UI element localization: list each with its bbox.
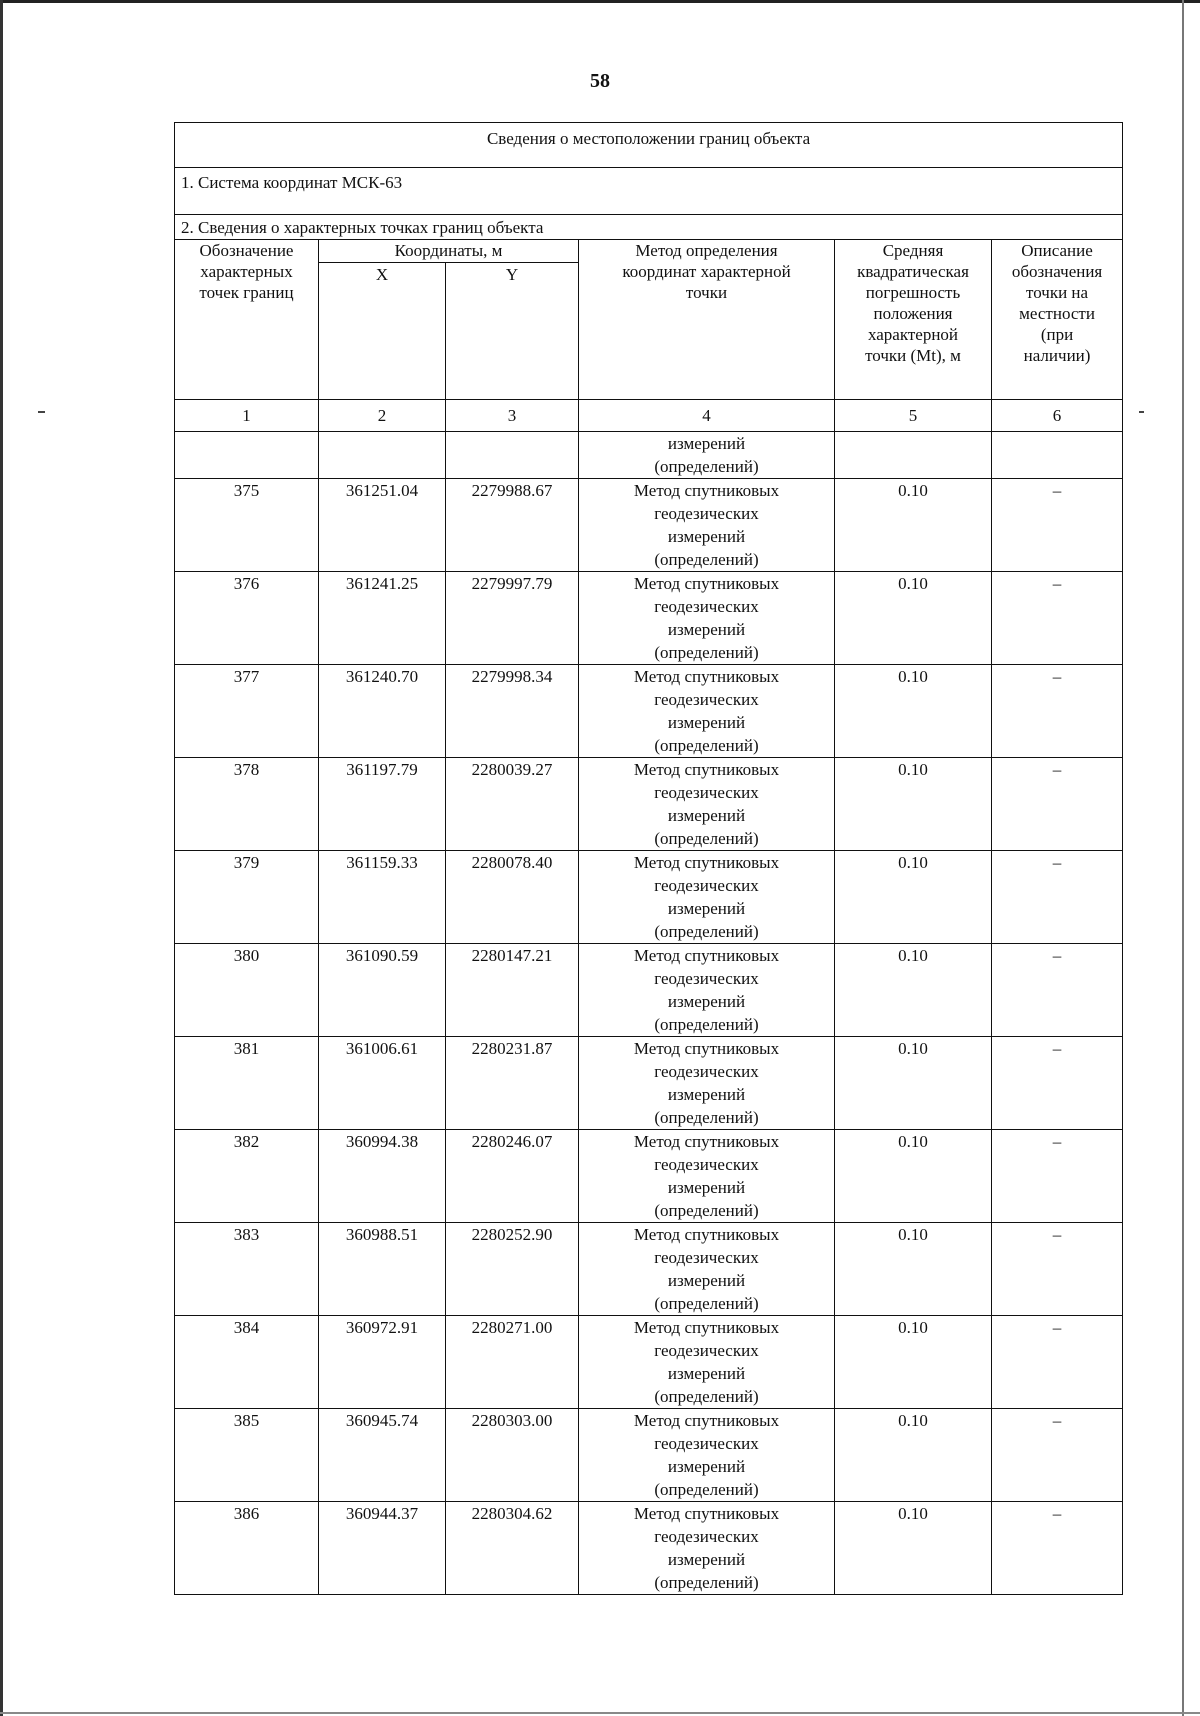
page-number: 58 — [590, 70, 610, 92]
method: Метод спутниковых геодезических измерений (определений) — [579, 1223, 835, 1316]
coord-x: 361197.79 — [319, 758, 446, 851]
table-row — [175, 479, 1123, 572]
point-description: – — [992, 1409, 1123, 1502]
mean-error: 0.10 — [835, 665, 992, 758]
coord-y: 2280246.07 — [446, 1130, 579, 1223]
scan-edge-left — [0, 0, 3, 1716]
method: Метод спутниковых геодезических измерений (определений) — [579, 851, 835, 944]
table-row — [175, 1223, 1123, 1316]
point-description: – — [992, 479, 1123, 572]
mean-error: 0.10 — [835, 1037, 992, 1130]
cell-empty — [175, 432, 319, 479]
section-row — [175, 215, 1123, 240]
point-description: – — [992, 1502, 1123, 1595]
table-row — [175, 572, 1123, 665]
method: Метод спутниковых геодезических измерений (определений) — [579, 1037, 835, 1130]
boundary-points-table — [174, 122, 1123, 1595]
point-number: 380 — [175, 944, 319, 1037]
header-error: Средняя квадратическая погрешность положения характерной точки (Mt), м — [835, 240, 992, 400]
mean-error: 0.10 — [835, 572, 992, 665]
mean-error: 0.10 — [835, 944, 992, 1037]
coord-x: 360988.51 — [319, 1223, 446, 1316]
mean-error: 0.10 — [835, 851, 992, 944]
header-designation: Обозначение характерных точек границ — [175, 240, 319, 400]
point-number: 376 — [175, 572, 319, 665]
column-number: 1 — [175, 400, 319, 432]
method: Метод спутниковых геодезических измерений (определений) — [579, 1130, 835, 1223]
continued-method: измерений (определений) — [579, 432, 835, 479]
point-description: – — [992, 1037, 1123, 1130]
method: Метод спутниковых геодезических измерений (определений) — [579, 572, 835, 665]
coord-x: 360945.74 — [319, 1409, 446, 1502]
mean-error: 0.10 — [835, 1223, 992, 1316]
point-number: 384 — [175, 1316, 319, 1409]
coordinate-system-row — [175, 168, 1123, 215]
coord-y: 2280231.87 — [446, 1037, 579, 1130]
method: Метод спутниковых геодезических измерений (определений) — [579, 665, 835, 758]
table-title-row — [175, 123, 1123, 168]
point-description: – — [992, 1223, 1123, 1316]
cell-empty — [446, 432, 579, 479]
table-row — [175, 944, 1123, 1037]
method: Метод спутниковых геодезических измерений (определений) — [579, 758, 835, 851]
scan-edge-bottom — [0, 1712, 1200, 1714]
coord-x: 360944.37 — [319, 1502, 446, 1595]
mean-error: 0.10 — [835, 479, 992, 572]
point-number: 383 — [175, 1223, 319, 1316]
point-number: 377 — [175, 665, 319, 758]
header-description: Описание обозначения точки на местности (при наличии) — [992, 240, 1123, 400]
column-number: 3 — [446, 400, 579, 432]
coord-y: 2279998.34 — [446, 665, 579, 758]
column-numbers-row — [175, 400, 1123, 432]
continuation-row — [175, 432, 1123, 479]
cell-empty — [319, 432, 446, 479]
scan-mark-right — [1139, 411, 1144, 413]
table-row — [175, 665, 1123, 758]
table-title: Сведения о местоположении границ объекта — [175, 123, 1123, 168]
point-description: – — [992, 851, 1123, 944]
table-row — [175, 851, 1123, 944]
point-description: – — [992, 1130, 1123, 1223]
column-number: 4 — [579, 400, 835, 432]
mean-error: 0.10 — [835, 1130, 992, 1223]
column-number: 6 — [992, 400, 1123, 432]
coord-y: 2280271.00 — [446, 1316, 579, 1409]
cell-empty — [992, 432, 1123, 479]
coord-x: 361090.59 — [319, 944, 446, 1037]
scan-edge-top — [0, 0, 1200, 3]
point-number: 375 — [175, 479, 319, 572]
table-row — [175, 1037, 1123, 1130]
mean-error: 0.10 — [835, 1316, 992, 1409]
point-number: 386 — [175, 1502, 319, 1595]
point-number: 385 — [175, 1409, 319, 1502]
point-description: – — [992, 572, 1123, 665]
section-title: 2. Сведения о характерных точках границ объекта — [175, 215, 1123, 240]
table-row — [175, 758, 1123, 851]
header-row-top — [175, 240, 1123, 263]
coord-x: 360994.38 — [319, 1130, 446, 1223]
method: Метод спутниковых геодезических измерений (определений) — [579, 479, 835, 572]
scan-edge-right — [1182, 0, 1184, 1716]
point-number: 378 — [175, 758, 319, 851]
coord-y: 2280252.90 — [446, 1223, 579, 1316]
coord-y: 2279988.67 — [446, 479, 579, 572]
point-number: 381 — [175, 1037, 319, 1130]
coord-y: 2280304.62 — [446, 1502, 579, 1595]
column-number: 2 — [319, 400, 446, 432]
cell-empty — [835, 432, 992, 479]
header-y: Y — [446, 263, 579, 400]
mean-error: 0.10 — [835, 758, 992, 851]
coord-x: 361240.70 — [319, 665, 446, 758]
header-x: X — [319, 263, 446, 400]
column-number: 5 — [835, 400, 992, 432]
point-description: – — [992, 944, 1123, 1037]
scan-mark-left — [38, 411, 45, 413]
coord-y: 2280078.40 — [446, 851, 579, 944]
point-description: – — [992, 665, 1123, 758]
coord-x: 361251.04 — [319, 479, 446, 572]
coordinate-system: 1. Система координат МСК-63 — [175, 168, 1123, 215]
coord-y: 2280039.27 — [446, 758, 579, 851]
point-number: 379 — [175, 851, 319, 944]
header-method: Метод определения координат характерной точки — [579, 240, 835, 400]
coord-y: 2279997.79 — [446, 572, 579, 665]
method: Метод спутниковых геодезических измерений (определений) — [579, 1409, 835, 1502]
method: Метод спутниковых геодезических измерений (определений) — [579, 1502, 835, 1595]
method: Метод спутниковых геодезических измерений (определений) — [579, 1316, 835, 1409]
coord-x: 361159.33 — [319, 851, 446, 944]
mean-error: 0.10 — [835, 1502, 992, 1595]
coord-x: 361006.61 — [319, 1037, 446, 1130]
coord-x: 360972.91 — [319, 1316, 446, 1409]
coord-x: 361241.25 — [319, 572, 446, 665]
point-description: – — [992, 758, 1123, 851]
point-description: – — [992, 1316, 1123, 1409]
coord-y: 2280147.21 — [446, 944, 579, 1037]
table-row — [175, 1316, 1123, 1409]
method: Метод спутниковых геодезических измерений (определений) — [579, 944, 835, 1037]
point-number: 382 — [175, 1130, 319, 1223]
coord-y: 2280303.00 — [446, 1409, 579, 1502]
table-row — [175, 1130, 1123, 1223]
mean-error: 0.10 — [835, 1409, 992, 1502]
table-row — [175, 1502, 1123, 1595]
header-coordinates: Координаты, м — [319, 240, 579, 263]
table-row — [175, 1409, 1123, 1502]
